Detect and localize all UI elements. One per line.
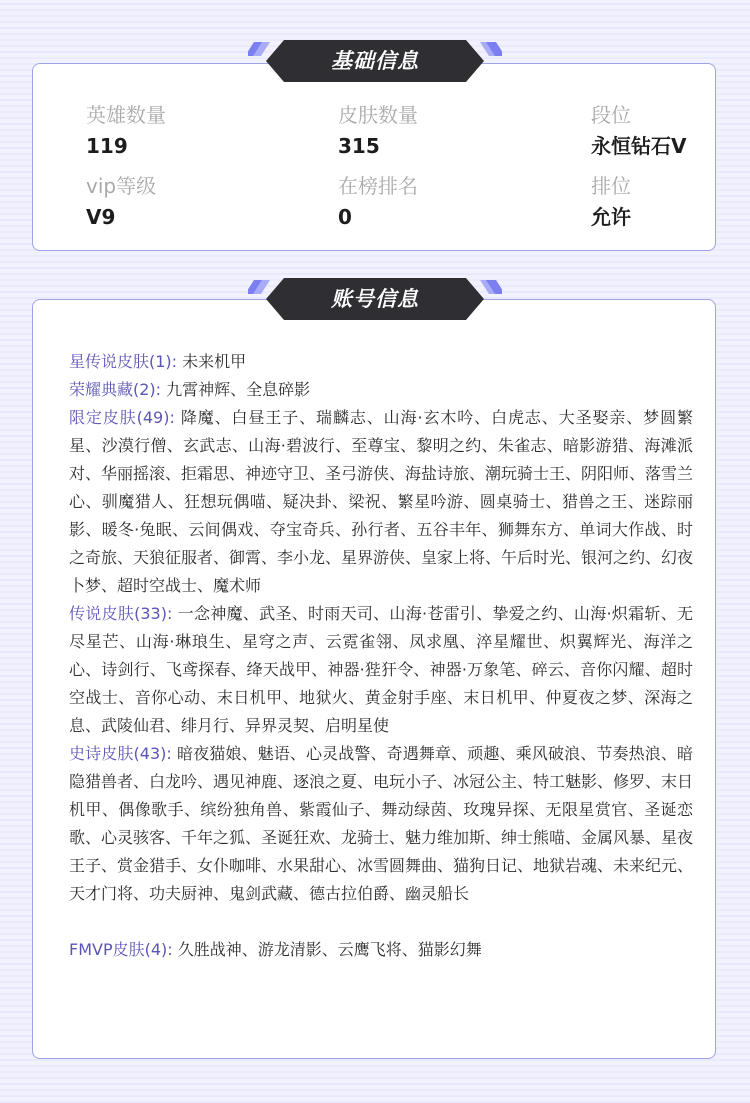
skin-category-label: FMVP皮肤(4): <box>69 940 173 959</box>
skin-category-label: 史诗皮肤(43): <box>69 744 172 763</box>
account-info-header-badge <box>248 276 502 322</box>
leaderboard-rank-field <box>338 173 578 230</box>
account-info-title: 账号信息 <box>331 287 419 311</box>
rank-tier-field <box>591 102 750 159</box>
hero-count-value: 119 <box>86 134 128 158</box>
skin-category-label: 传说皮肤(33): <box>69 604 173 623</box>
account-info-card <box>32 299 716 1059</box>
ranked-play-field <box>591 173 750 230</box>
skin-row-fmvp <box>69 936 693 964</box>
skin-items: 降魔、白昼王子、瑞麟志、山海·玄木吟、白虎志、大圣娶亲、梦圆繁星、沙漠行僧、玄武志、山海·碧波行、至尊宝、黎明之约、朱雀志、暗影游猎、海滩派对、华丽摇滚、拒霜思、神迹守卫、圣弓游侠、海盐诗旅、潮玩骑士王、阴阳师、落雪兰心、驯魔猎人、狂想玩偶喵、疑决卦、梁祝、繁星吟游、圆桌骑士、猎兽之王、迷踪丽影、暖冬·兔眠、云间偶戏、夺宝奇兵、孙行者、五谷丰年、狮舞东方、单词大作战、时之奇旅、天狼征服者、御霄、李小龙、星界游侠、皇家上将、午后时光、银河之约、幻夜卜梦、超时空战士、魔术师 <box>69 408 694 595</box>
skin-category-label: 荣耀典藏(2): <box>69 380 162 399</box>
skin-list <box>69 348 693 964</box>
vip-level-field <box>86 173 326 230</box>
rank-tier-label: 段位 <box>591 103 631 127</box>
leaderboard-rank-label: 在榜排名 <box>338 174 418 198</box>
skin-items: 暗夜猫娘、魅语、心灵战警、奇遇舞章、顽趣、乘风破浪、节奏热浪、暗隐猎兽者、白龙吟、遇见神鹿、逐浪之夏、电玩小子、冰冠公主、特工魅影、修罗、末日机甲、偶像歌手、缤纷独角兽、紫霞仙子、舞动绿茵、玫瑰异探、无限星赏官、圣诞恋歌、心灵骇客、千年之狐、圣诞狂欢、龙骑士、魅力维加斯、绅士熊喵、金属风暴、星夜王子、赏金猎手、女仆咖啡、水果甜心、冰雪圆舞曲、猫狗日记、地狱岩魂、未来纪元、天才门将、功夫厨神、鬼剑武藏、德古拉伯爵、幽灵船长 <box>69 744 694 903</box>
vip-level-value: V9 <box>86 205 116 229</box>
basic-info-title: 基础信息 <box>331 49 419 73</box>
basic-info-header-badge <box>248 38 502 84</box>
ranked-play-value: 允许 <box>591 205 631 229</box>
rank-tier-value: 永恒钻石V <box>591 134 687 158</box>
skin-items: 未来机甲 <box>182 352 247 371</box>
hero-count-label: 英雄数量 <box>86 103 166 127</box>
skin-category-label: 星传说皮肤(1): <box>69 352 178 371</box>
skin-items: 一念神魔、武圣、时雨天司、山海·苍雷引、挚爱之约、山海·炽霜斩、无尽星芒、山海·琳琅生、星穹之声、云霓雀翎、凤求凰、淬星耀世、炽翼辉光、海洋之心、诗剑行、飞鸢探春、绛天战甲、神器·狴犴令、神器·万象笔、碎云、音你闪耀、超时空战士、音你心动、末日机甲、地狱火、黄金射手座、末日机甲、仲夏夜之梦、深海之息、武陵仙君、绯月行、异界灵契、启明星使 <box>69 604 693 735</box>
leaderboard-rank-value: 0 <box>338 205 352 229</box>
basic-info-card <box>32 63 716 251</box>
vip-level-label: vip等级 <box>86 174 157 198</box>
skin-count-label: 皮肤数量 <box>338 103 418 127</box>
hero-count-field <box>86 102 326 159</box>
skin-row-glory-collection <box>69 376 693 404</box>
skin-row-star-legend <box>69 348 693 376</box>
skin-row-limited <box>69 404 693 600</box>
skin-items: 九霄神辉、全息碎影 <box>166 380 311 399</box>
skin-items: 久胜战神、游龙清影、云鹰飞将、猫影幻舞 <box>177 940 482 959</box>
skin-row-epic <box>69 740 693 908</box>
skin-count-value: 315 <box>338 134 380 158</box>
ranked-play-label: 排位 <box>591 174 631 198</box>
skin-row-legend <box>69 600 693 740</box>
skin-count-field <box>338 102 578 159</box>
skin-category-label: 限定皮肤(49): <box>69 408 175 427</box>
